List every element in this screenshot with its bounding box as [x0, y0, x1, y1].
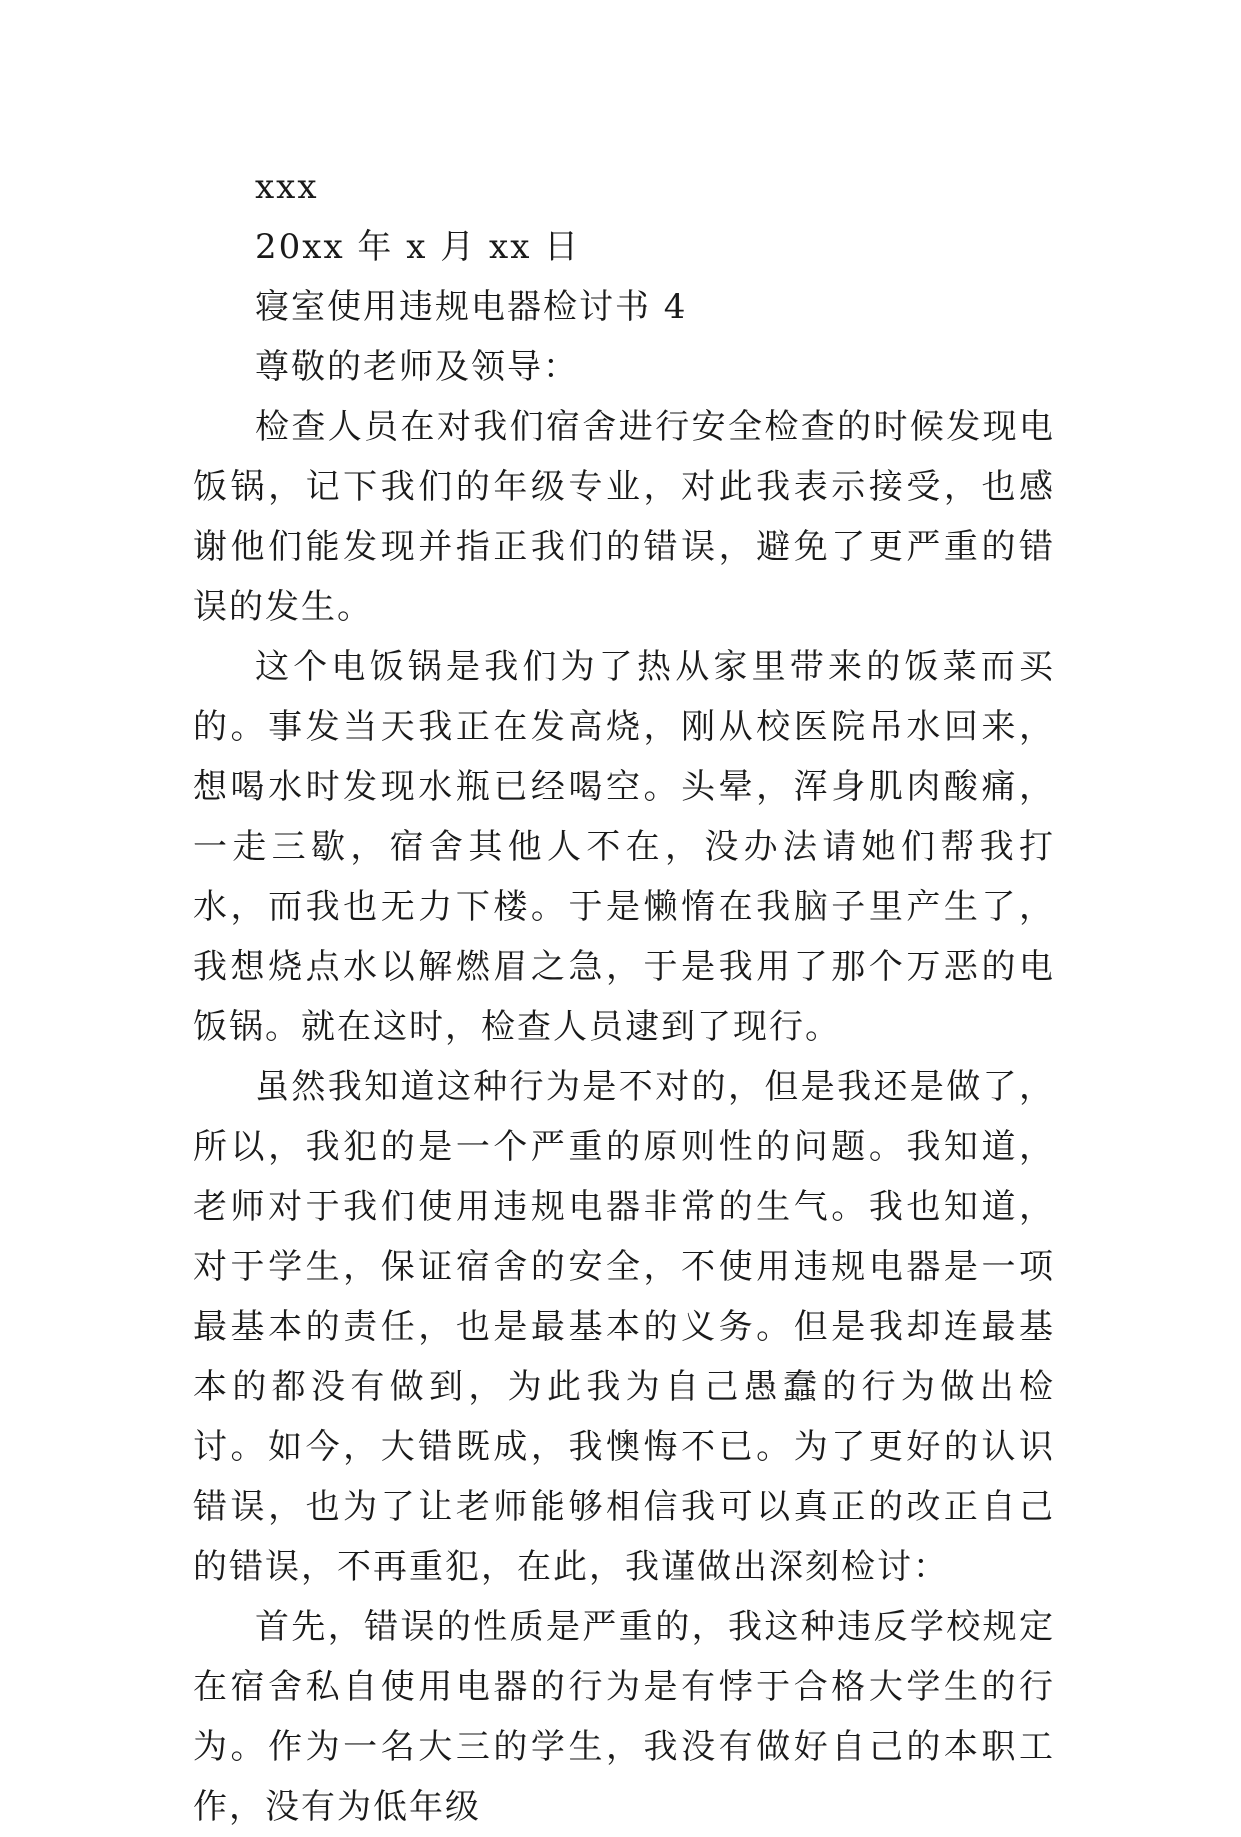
paragraph-1: 检查人员在对我们宿舍进行安全检查的时候发现电饭锅，记下我们的年级专业，对此我表示接受，也感谢他们能发现并指正我们的错误，避免了更严重的错误的发生。	[193, 407, 1055, 627]
document-title: 寝室使用违规电器检讨书 4	[255, 287, 688, 327]
document-body	[193, 157, 1055, 1837]
salutation: 尊敬的老师及领导：	[255, 347, 579, 387]
signature: xxx	[255, 167, 319, 207]
paragraph-4: 首先，错误的性质是严重的，我这种违反学校规定在宿舍私自使用电器的行为是有悖于合格大学生的行为。作为一名大三的学生，我没有做好自己的本职工作，没有为低年级	[193, 1607, 1055, 1827]
paragraph-2: 这个电饭锅是我们为了热从家里带来的饭菜而买的。事发当天我正在发高烧，刚从校医院吊水回来，想喝水时发现水瓶已经喝空。头晕，浑身肌肉酸痛，一走三歇，宿舍其他人不在，没办法请她们帮我打水，而我也无力下楼。于是懒惰在我脑子里产生了，我想烧点水以解燃眉之急，于是我用了那个万恶的电饭锅。就在这时，检查人员逮到了现行。	[193, 647, 1055, 1047]
date: 20xx 年 x 月 xx 日	[255, 227, 581, 267]
paragraph-3: 虽然我知道这种行为是不对的，但是我还是做了，所以，我犯的是一个严重的原则性的问题。我知道，老师对于我们使用违规电器非常的生气。我也知道，对于学生，保证宿舍的安全，不使用违规电器是一项最基本的责任，也是最基本的义务。但是我却连最基本的都没有做到，为此我为自己愚蠢的行为做出检讨。如今，大错既成，我懊悔不已。为了更好的认识错误，也为了让老师能够相信我可以真正的改正自己的错误，不再重犯，在此，我谨做出深刻检讨：	[193, 1067, 1055, 1587]
